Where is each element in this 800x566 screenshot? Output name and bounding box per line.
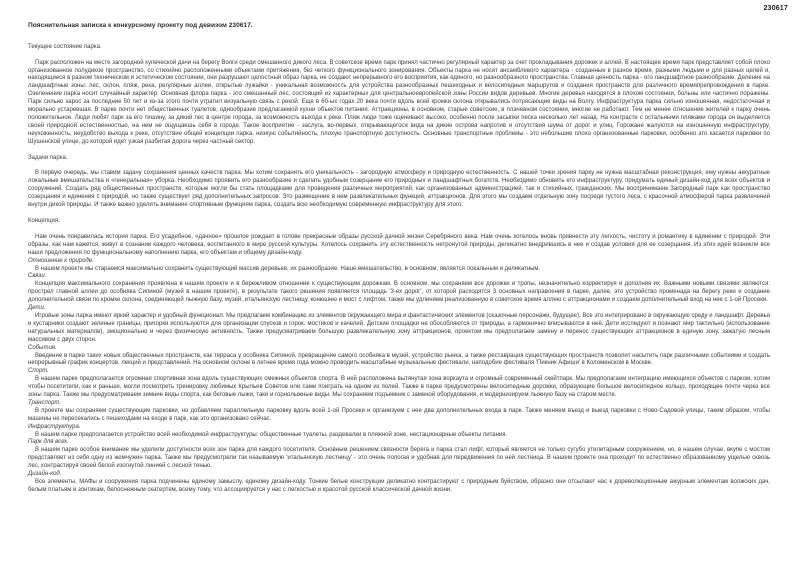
subsection-heading-transport: Транспорт. [28, 399, 62, 406]
subsection-heading-connections: Связи. [28, 273, 47, 280]
subsection-body-events: Введение в парке таких новых общественных пространств, как терраса у особняка Сипиной, превращение самого особняка в музей, устройство рынка, а также реставрация существующих пространств позволит насытить парк различными событиями и создать непрерывный график концертов, лекций и представлений. На основном склоне в летнее время года можно проводить масштабные музыкальные фестивали, наподобие фестиваля 'Пикник Афиши' в Коломенском в Москве. [28, 352, 770, 367]
subsection-body-park-for-all: В нашем парке особое внимание мы уделили доступности всех зон парка для каждого посетителя. Основным решением связности берега и парка стал лифт, который является не только сугубо утилитарным сооружением, но, в нашем случае, вкупе с мостом представляет из себя одну из жемчужин парка. Также мы предусмотрели так называемую 'итальянскую лестницу' - это очень пологая и удобная для передвижения по ней лестница. В нашем проекте она проходит по естественно образованному ущелью сквозь лес, контрастируя своей белой изогнутой линией с лесной тенью. [28, 447, 770, 470]
section-body-current-state: Парк расположен на месте загородной купеческой дачи на берегу Волги среди смешанного дикого леса. В советское время парк принял частично регулярный характер за счет прокладывания дорожек и аллей. В настоящее время парк представляет собой плохо организованное полудикое пространство, со стихийно расположенными объектами притяжения, без четкого функционального зонирования. Объекты парка не носят ансамблевого характера - созданные в разное время, разными людьми и для разных целей и, находящиеся в разном техническом и эстетическом состоянии, они разрушают целостный образ парка, не создают непрерывного его восприятия, как единого, но разнообразного пространства. Главная ценность парка - его ландшафтное разнообразие. Деление на ландшафтные зоны: лес, склон, пляж, река, регулярные аллеи, открытые лужайки - уникальная возможность для устройства разнообразных пешеходных и велосипедных маршрутов и создания пространств для различного времяпрепровождения в парке. Озеленение парка носит случайный характер. Основная флора парка - это смешанный лес, состоящий из характерных для центральноевропейской зоны России видов деревьев. Многие деревья находятся в плохом состоянии, больны или частично поражены. Парк сильно зарос за последние 50 лет и из-за этого почти утратил визуальную связь с рекой. Еще в 60-ых годах 20 века почти вдоль всей кромки склона открывались потрясающие виды на Волгу. Инфраструктура парка сильно изношенная, недостаточная и морально устаревшая. В парке почти нет общественных туалетов, однообразие предлагаемой кухни объектов питания. Аттракционы, в основном, старые советские, в плачевном состоянии, многие не работают. Тем не менее отношение жителей к парку очень положительное. Люди любят парк за его тишину, за дикий лес в центре города, за возможность выхода к реке. Пляж люди тоже оценивают высоко, особенно после засыпки песка несколько лет назад. На контрасте с остальными пляжами города он выделяется своей природной естественностью, на нем не ощущаешь себя в городе. Такое восприятие - заслуга, во-первых, открывающегося вида на дикие острова напротив и отсутствия шума от дорог и улиц. Горожане жалуются на изношенную инфраструктуру, неухоженность, неудобство выхода к реке, отсутствие общей концепции парка, низкую событийность, плохую транспортную доступность. Основные транспортные проблемы - это небольшие плохо организованные парковки, особенно это касается парковки по Шушенской улице, до которой идет узкая разбитая дорога через частный сектор. [28, 59, 770, 145]
subsection-body-transport: В проекте мы сохраняем существующие парковки, но добавляем параллельную парковку вдоль всей 1-ой Просеки и организуем с нее два дополнительных входа в парк. Также меняем въезд и выезд парковки с Ново-Садовой улицы, таким образом, чтобы машины не пересекались с пешеходами на входе в парк, как это организовано сейчас. [28, 407, 770, 422]
subsection-heading-nature: Отношение к природе. [28, 257, 94, 264]
subsection-body-infrastructure: В нашем парке предполагается устройство всей необходимой инфраструктуры: общественные туалеты, раздевалки в пляжной зоне, нестационарные объекты питания. [35, 431, 508, 438]
section-heading-current-state: Текущее состояние парка. [28, 43, 102, 50]
document-title: Пояснительная записка к конкурсному проекту под девизом 230617. [28, 22, 253, 29]
document-motto-number: 230617 [763, 5, 788, 12]
section-body-concept: Нам очень понравилась история парка. Его усадебное, «дачное» прошлое рождает в голове прекрасные образы русской дачной жизни Серебряного века. Нам очень хотелось вновь привнести эту легкость, чистоту и романтику в единении с природой. Эти образы, как нам кажется, живут в сознании каждого человека, воспитанного в мире русской культуры. Хотелось сохранить эту естественность нетронутой природы, деликатно внедрившись в нее и создав условия для ее созерцания. Из этих идей возникли все наши предложения по функциональному наполнению парка, его объектам и общему дизайн-коду. [28, 233, 770, 256]
subsection-heading-children: Дети. [28, 305, 46, 312]
section-heading-concept: Концепция. [28, 218, 60, 225]
subsection-body-sport: В нашем парке предполагается огромная спортивная зона вдоль существующих смежных объектов спорта. В ней расположена вытянутая зона воркаута и огромный современный скейтпарк. Мы предполагаем интеграцию имеющихся объектов с парком, хотим чтобы посетители, как и раньше, могли посмотреть тренировку любимых Крыльев Советов или сами поиграть на одном из полей. Также в парке предусмотрены велосипедные дорожки, образующие большое велосипедное кольцо, проходящее почти через все зоны парка. Также мы предусматриваем зимние виды спорта, как беговые лыжи, таки и горнолыжные виды. Мы сохраняем подъемник с заменой оборудования, и модернизируем лыжную базу на старом месте. [28, 376, 770, 399]
section-heading-goals: Задачи парка. [28, 154, 68, 161]
section-body-goals: В первую очередь, мы ставим задачу сохранения ценных качеств парка. Мы хотим сохранить его уникальность - загородную атмосферу и природную естественность. С нашей точки зрения парку не нужна масштабная реконструкция, ему нужны аккуратные локальные вмешательства и «генеральная» уборка. Необходимо проявить его разнообразие и сделать удобным созерцание его природных и ландшафтных богатств. Необходимо обновить его инфраструктуру, придумать единый дизайн-код для всех объектов и сооружений. Создать ряд общественных пространств, которые могли бы стать площадками для проведения различных мероприятий, как организованных администрацией, так и стихийных, гражданских. Мы воспринимаем Загородный парк как пространство созерцания и единения с природой, но также существует ряд дополнительных запросов. Это размещение в нем развлекательных функций, аттракционов. Для этого мы создаем отдельную зону посреди густого леса, с красочной атмосферой парка развлечений внутри дикой природы. И также важно уделить внимание спортивным функциям парка, создать всю необходимую современную инфраструктуру для этого. [28, 170, 770, 209]
subsection-heading-infrastructure: Инфраструктура. [28, 423, 81, 430]
subsection-body-design-code: Все элементы, МАФы и сооружения парка подчинены единому замыслу, единому дизайн-коду. Тонкие белые конструкции деликатно контрастируют с природным буйством, образно они отсылают нас к дореволюционным ажурным элементам волжских дач, белым платьям и зонтикам, белоснежным скатертям, всему тому, что ассоциируется у нас с легкостью и красотой русской классической дачной жизни. [28, 479, 770, 493]
subsection-heading-park-for-all: Парк для всех. [28, 439, 69, 446]
subsection-body-nature: В нашем проекте мы стараемся максимально сохранить существующий массив деревьев, их разнообразие. Наше вмешательство, в основном, является локальным и деликатным. [35, 265, 541, 272]
subsection-heading-design-code: Дизайн-код. [28, 471, 62, 478]
subsection-heading-events: События. [28, 344, 57, 351]
subsection-body-children: Игровые зоны парка имеют яркий характер и удобный функционал. Мы предлагаем комбинацию из элементов окружающего мира и фантастических элементов (сказочные персонажи, будущее). Все это интегрировано в окружающую среду и ландшафт. Деревья и кустарники создают зеленые границы, пригорки используются для организации спусков и горок, мостиков и качелей. Детские площадки не обособляются от природы, а гармонично вписываются в неё. Дети исследуют и познают мир тактильно (использование натуральных материалов), эмоционально и через физическую активность. Также предусматриваем большую развлекательную зону аттракционов, проектом мы предполагаем замену и перенос существующих аттракционов в единую зону, зажатую лесным массивом с двух сторон. [28, 312, 770, 343]
subsection-heading-sport: Спорт. [28, 368, 49, 375]
subsection-body-connections: Концепция максимального сохранения проявлена в нашем проекте и в бережливом отношение к существующим дорожкам. В основном, мы сохраняем все дорожки и тропы, незначительно корректируя и дополняя их. Важными новыми связями являются: прострел главной аллеи до особняка Сипиной (музей в нашем проекте), в результате такого решения появляется площадь '3-ех дорог', от которой расходятся 3 основных направления в парке, далее, это устройство променада на берегу реки и создание дополнительной связи по кромке склона, соединяющей лыжную базу, музей, итальянскую лестницу, конюшню и мост с лифтом, также мы удлиняем реализованную в советское время аллею с аттракционами и создаем дополнительный вход на нее с 1-ой Просеки. [28, 281, 770, 304]
